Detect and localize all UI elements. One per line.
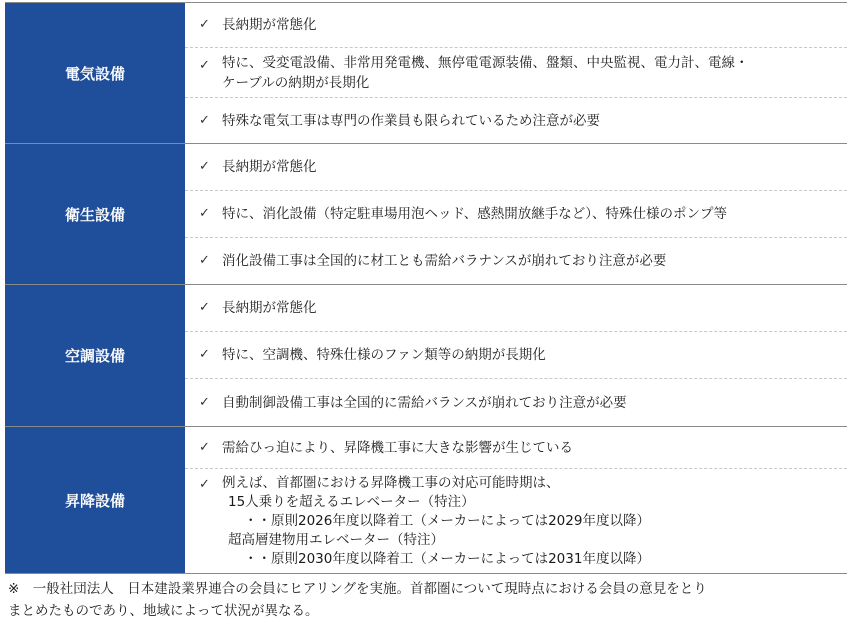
check-icon: ✓ <box>199 253 210 268</box>
check-icon: ✓ <box>199 159 210 174</box>
check-icon: ✓ <box>199 477 210 492</box>
footnote-line: まとめたものであり、地域によって状況が異なる。 <box>8 603 319 619</box>
list-item <box>185 191 847 238</box>
category-label: 電気設備 <box>5 3 185 143</box>
item-list <box>185 3 847 143</box>
item-text: 需給ひっ迫により、昇降機工事に大きな影響が生じている <box>222 439 573 456</box>
footnote <box>8 578 844 622</box>
footnote-line: ※ 一般社団法人 日本建設業界連合の会員にヒアリングを実施。首都圏について現時点における会員の意見をとり <box>8 581 707 597</box>
check-icon: ✓ <box>199 58 210 73</box>
section-sanitary <box>5 144 847 285</box>
check-icon: ✓ <box>199 17 210 32</box>
list-item <box>185 3 847 48</box>
list-item <box>185 285 847 332</box>
item-subtext: 超高層建物用エレベーター（特注） <box>228 531 444 548</box>
item-text: 例えば、首都圏における昇降機工事の対応可能時期は、 <box>222 474 560 491</box>
item-text: 自動制御設備工事は全国的に需給バランスが崩れており注意が必要 <box>222 394 627 411</box>
category-label: 衛生設備 <box>5 144 185 284</box>
item-text: 消化設備工事は全国的に材工とも需給バラナンスが崩れており注意が必要 <box>222 253 667 269</box>
item-text: 特に、空調機、特殊仕様のファン類等の納期が長期化 <box>222 347 546 363</box>
item-list <box>185 144 847 284</box>
list-item <box>185 144 847 191</box>
item-list <box>185 285 847 426</box>
list-item <box>185 332 847 379</box>
list-item <box>185 98 847 143</box>
category-label: 空調設備 <box>5 285 185 426</box>
list-item <box>185 379 847 426</box>
item-subtext: ・・原則2026年度以降着工（メーカーによっては2029年度以降） <box>244 512 650 529</box>
check-icon: ✓ <box>199 300 210 315</box>
item-list <box>185 427 847 573</box>
check-icon: ✓ <box>199 206 210 221</box>
list-item <box>185 427 847 469</box>
section-hvac <box>5 285 847 427</box>
check-icon: ✓ <box>199 112 210 128</box>
list-item <box>185 238 847 284</box>
check-icon: ✓ <box>199 439 210 455</box>
list-item <box>185 469 847 573</box>
section-elevator <box>5 427 847 574</box>
item-text: 長納期が常態化 <box>222 17 317 33</box>
item-subtext: ・・原則2030年度以降着工（メーカーによっては2031年度以降） <box>244 550 650 567</box>
item-text: 特殊な電気工事は専門の作業員も限られているため注意が必要 <box>222 112 600 129</box>
item-text: 長納期が常態化 <box>222 300 317 316</box>
check-icon: ✓ <box>199 394 210 410</box>
item-text: 長納期が常態化 <box>222 159 317 175</box>
equipment-table <box>5 2 847 574</box>
category-label: 昇降設備 <box>5 427 185 573</box>
list-item <box>185 48 847 98</box>
item-text: 特に、消化設備（特定駐車場用泡ヘッド、感熱開放継手など）、特殊仕様のポンプ等 <box>222 206 728 222</box>
item-text: ケーブルの納期が長期化 <box>222 74 370 91</box>
item-subtext: 15人乗りを超えるエレベーター（特注） <box>228 493 475 510</box>
item-text: 特に、受変電設備、非常用発電機、無停電電源装備、盤類、中央監視、電力計、電線・ <box>222 54 749 71</box>
section-electrical <box>5 3 847 144</box>
check-icon: ✓ <box>199 347 210 362</box>
